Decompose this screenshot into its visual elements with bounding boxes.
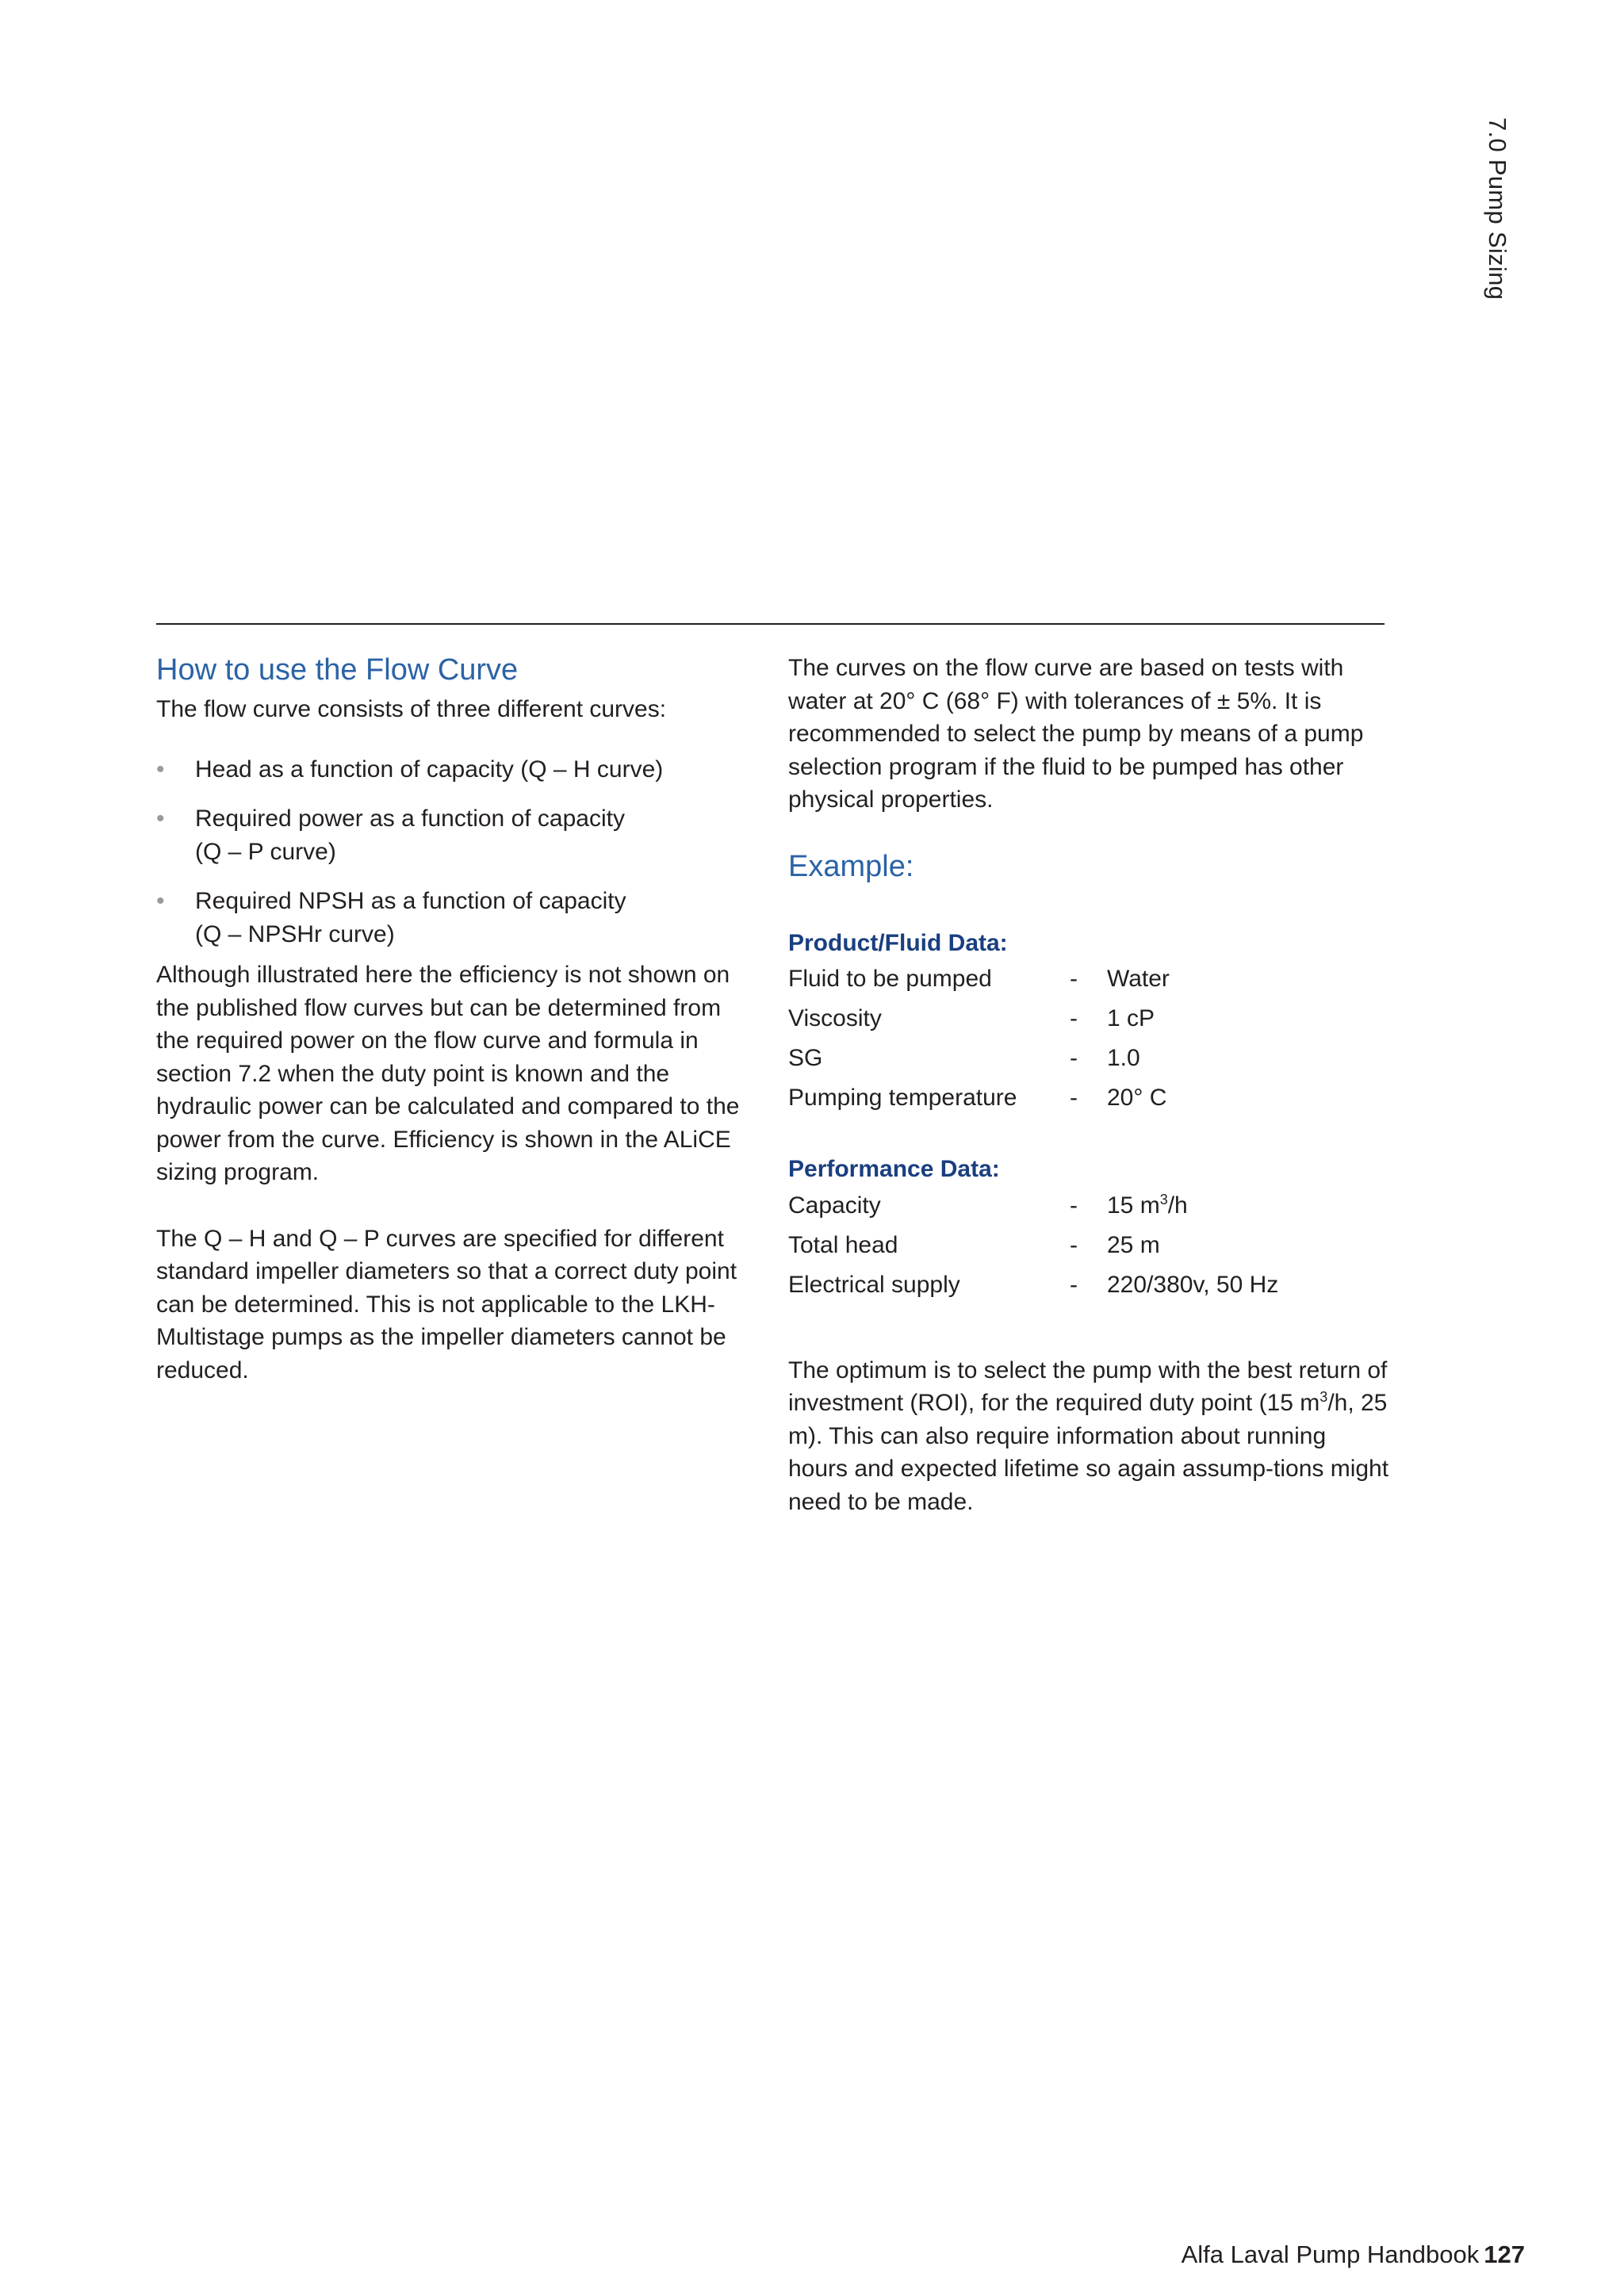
spec-dash: - [1070,1192,1078,1219]
roi-text: The optimum is to select the pump with the best return of investment (ROI), for the required duty point (15 m [788,1357,1388,1416]
roi-paragraph [788,1354,1391,1519]
bullet-icon: • [156,888,165,914]
section-title: How to use the Flow Curve [156,653,519,687]
section-tab-label: 7.0 Pump Sizing [1484,117,1511,300]
spec-value: 25 m [1107,1231,1160,1258]
spec-row [788,1226,1391,1265]
impeller-paragraph: The Q – H and Q – P curves are specified for different standard impeller diameters so that a correct duty point can be determined. This is not applicable to the LKH-Multistage pumps as the impeller diameters cannot be reduced. [156,1225,737,1383]
list-item-text: Required power as a function of capacity [195,806,625,832]
spec-label: Capacity [788,1192,881,1219]
list-item [156,885,751,951]
spec-label: SG [788,1045,823,1072]
capacity-unit: /h [1167,1192,1188,1219]
list-item [156,802,751,868]
spec-label: Pumping temperature [788,1085,1017,1112]
spec-label: Fluid to be pumped [788,966,992,993]
example-heading: Example: [788,849,914,883]
spec-value: Water [1107,966,1170,993]
spec-dash: - [1070,1085,1078,1112]
spec-label: Electrical supply [788,1271,960,1298]
bullet-icon: • [156,756,165,783]
spec-value: 1.0 [1107,1045,1140,1072]
capacity-exponent: 3 [1159,1191,1168,1207]
efficiency-paragraph: Although illustrated here the efficiency is not shown on the published flow curves but can be determined from the required power on the flow curve and formula in section 7.2 when the duty point is known and the hydraulic power can be calculated and compared to the power from the curve. Efficiency is shown in the ALiCE sizing program. [156,962,740,1185]
performance-data-heading: Performance Data: [788,1156,1000,1182]
spec-row [788,999,1391,1039]
list-item-text-continued: (Q – NPSHr curve) [195,920,395,947]
spec-dash: - [1070,1005,1078,1032]
product-data-heading: Product/Fluid Data: [788,929,1008,956]
spec-row [788,959,1391,999]
bullet-icon: • [156,806,165,832]
spec-dash: - [1070,1231,1078,1258]
list-item-text: Head as a function of capacity (Q – H curve) [195,756,664,783]
spec-value: 220/380v, 50 Hz [1107,1271,1279,1298]
spec-dash: - [1070,1045,1078,1072]
left-column [156,652,751,1387]
roi-exponent: 3 [1320,1389,1328,1405]
footer-title: Alfa Laval Pump Handbook [1181,2241,1480,2268]
capacity-value: 15 m [1107,1192,1160,1219]
page-number: 127 [1484,2241,1525,2268]
intro-paragraph: The flow curve consists of three different curves: [156,696,667,722]
right-column [788,652,1391,1518]
curve-list [156,753,751,951]
spec-value: 20° C [1107,1085,1167,1112]
roi-text-continued: /h, 25 m). This can also require information about running hours and expected lifetime so again assump-tions might need to be made. [788,1390,1389,1515]
list-item-text: Required NPSH as a function of capacity [195,888,626,914]
spec-value: 1 cP [1107,1005,1155,1032]
spec-dash: - [1070,1271,1078,1298]
page-footer [1182,2241,1525,2269]
list-item [156,753,751,786]
section-divider [156,623,1385,625]
spec-row [788,1186,1391,1226]
spec-dash: - [1070,966,1078,993]
spec-label: Viscosity [788,1005,882,1032]
spec-label: Total head [788,1231,898,1258]
spec-row [788,1078,1391,1118]
list-item-text-continued: (Q – P curve) [195,838,336,865]
spec-row [788,1039,1391,1078]
spec-row [788,1265,1391,1305]
spec-value [1107,1189,1391,1223]
tolerance-paragraph: The curves on the flow curve are based on tests with water at 20° C (68° F) with tolerances of ± 5%. It is recommended to select the pump by means of a pump selection program if the fluid to be pumped has other physical properties. [788,655,1364,813]
